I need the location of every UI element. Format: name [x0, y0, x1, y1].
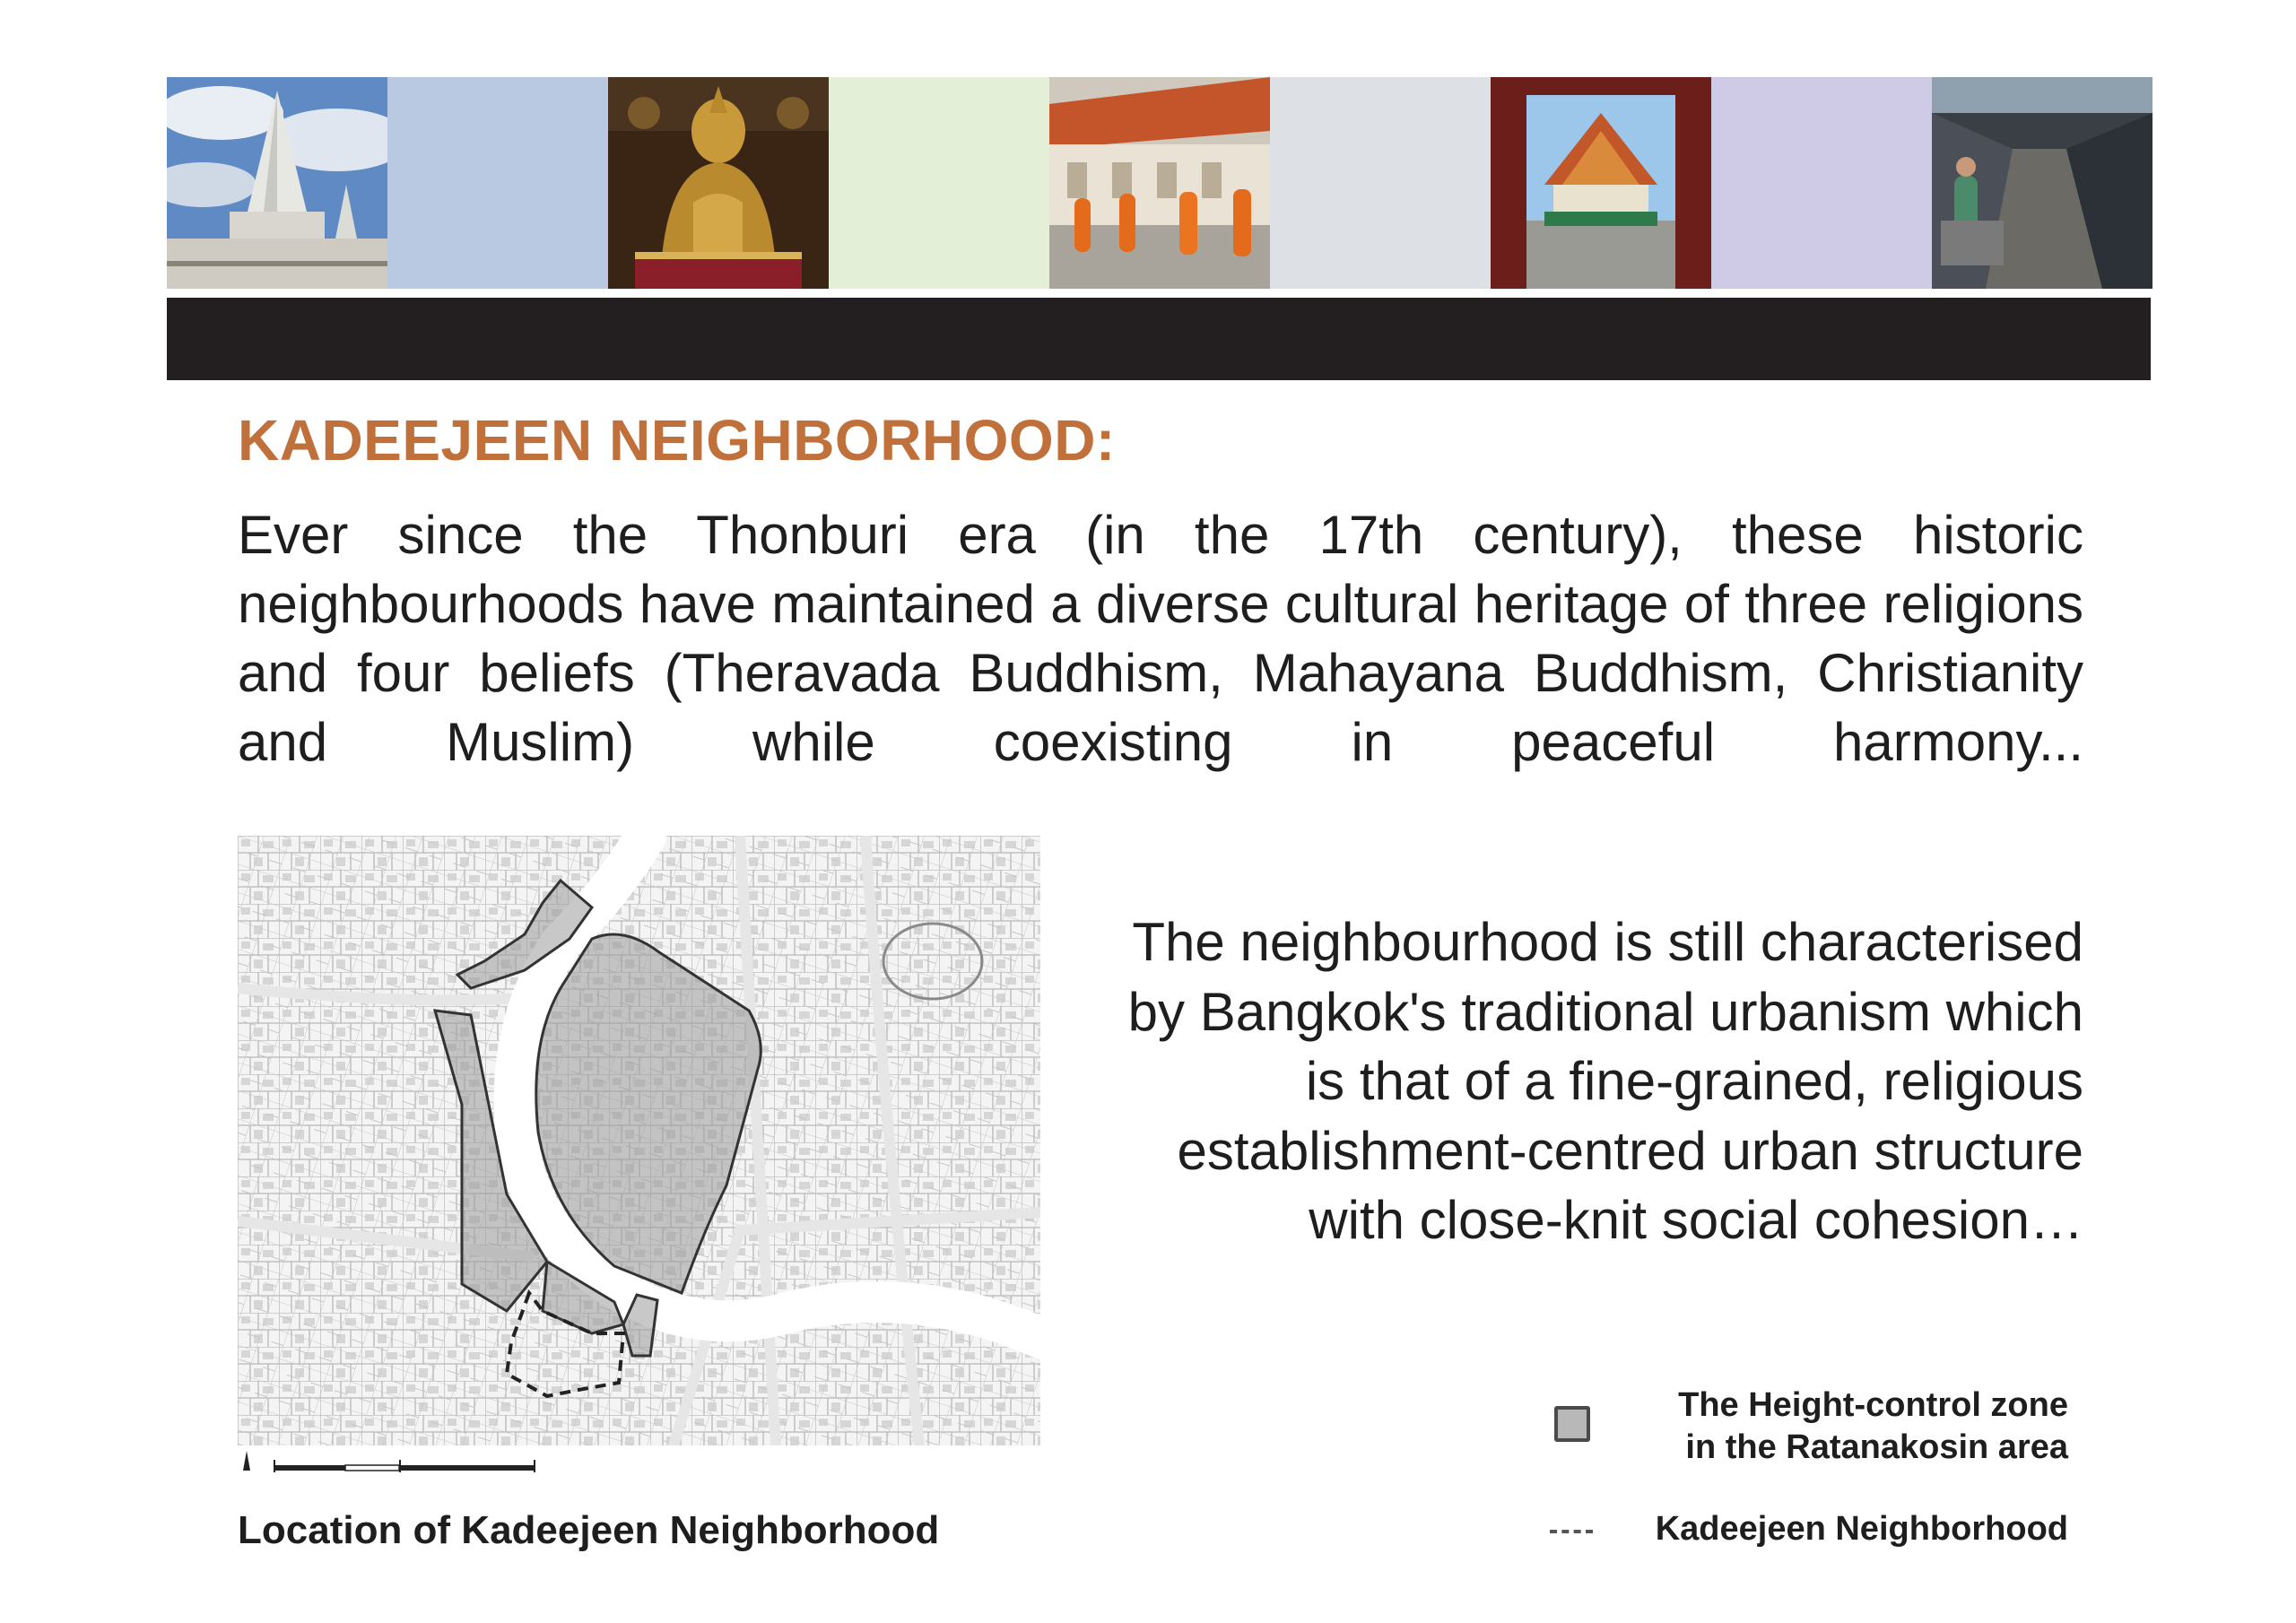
side-paragraph: [1040, 907, 2083, 1255]
intro-paragraph: Ever since the Thonburi era (in the 17th century), these historic neighbourhoods have maintained a diverse cultural heritage of three religions and four beliefs (Theravada Buddhism, Mahayana Buddhism, Christianity and Muslim) while coexisting in peaceful harmony...: [238, 505, 2083, 772]
side-line: by Bangkok's traditional urbanism which: [1127, 981, 2083, 1042]
banner-swatch-2: [829, 77, 1049, 289]
side-line: The neighbourhood is still characterised: [1132, 912, 2083, 972]
legend-line: in the Ratanakosin area: [1685, 1428, 2068, 1466]
kadeejeen-legend-label: Kadeejeen Neighborhood: [1655, 1510, 2068, 1548]
neighborhood-map: [238, 836, 1040, 1445]
side-line: establishment-centred urban structure: [1177, 1120, 2083, 1181]
page-title: KADEEJEEN NEIGHBORHOOD:: [238, 408, 1116, 473]
monks-photo: [1049, 77, 1270, 289]
kadeejeen-legend-dash: [1550, 1530, 1593, 1533]
map-caption: Location of Kadeejeen Neighborhood: [238, 1508, 940, 1552]
photo-banner: [167, 77, 2151, 289]
buddha-photo: [608, 77, 829, 289]
pagoda-photo: [167, 77, 387, 289]
header-bar: [167, 298, 2151, 380]
height-zone-legend-label: [1605, 1384, 2068, 1469]
temple-gate-photo: [1491, 77, 1711, 289]
banner-swatch-4: [1711, 77, 1932, 289]
height-zone-legend-swatch: [1554, 1406, 1590, 1442]
banner-swatch-3: [1270, 77, 1491, 289]
side-line: with close-knit social cohesion…: [1309, 1190, 2083, 1250]
scale-bar: [238, 1445, 596, 1487]
street-photo: [1932, 77, 2152, 289]
banner-swatch-1: [387, 77, 608, 289]
legend-line: The Height-control zone: [1678, 1386, 2068, 1424]
side-line: is that of a fine-grained, religious: [1305, 1051, 2083, 1111]
